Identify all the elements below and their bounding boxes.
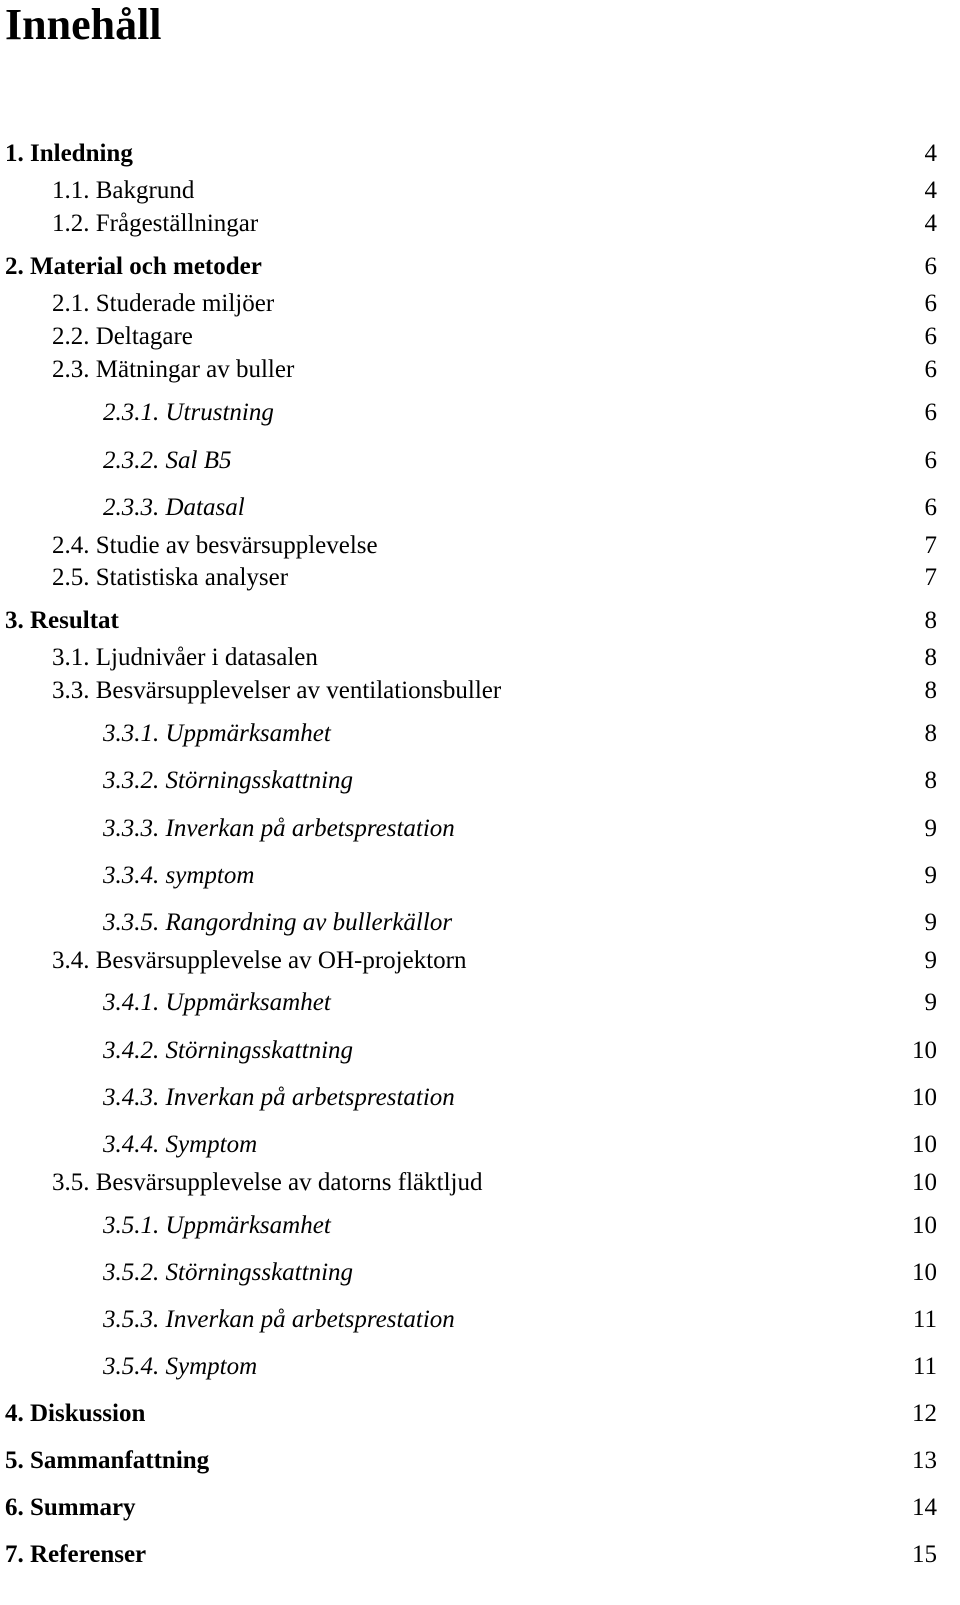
page-title: Innehåll (5, 0, 162, 49)
toc-entry-label: 2.2. Deltagare (52, 323, 193, 350)
toc-entry-page-number: 8 (924, 677, 937, 704)
toc-entry-label: 3.3.1. Uppmärksamhet (103, 720, 331, 747)
toc-entry[interactable] (0, 1444, 960, 1478)
toc-entry-label: 3.4.3. Inverkan på arbetsprestation (103, 1084, 455, 1111)
toc-entry[interactable] (0, 604, 960, 638)
toc-entry[interactable] (0, 1034, 960, 1068)
toc-entry-page-number: 10 (912, 1169, 937, 1196)
toc-entry[interactable] (0, 353, 960, 387)
toc-entry-page-number: 15 (912, 1541, 937, 1568)
toc-entry-page-number: 9 (924, 815, 937, 842)
toc-entry[interactable] (0, 1209, 960, 1243)
toc-entry-page-number: 7 (924, 564, 937, 591)
toc-entry-page-number: 9 (924, 947, 937, 974)
toc-entry-label: 1.2. Frågeställningar (52, 210, 259, 237)
toc-entry-page-number: 10 (912, 1084, 937, 1111)
toc-entry[interactable] (0, 1303, 960, 1337)
toc-entry[interactable] (0, 906, 960, 940)
toc-entry-page-number: 4 (924, 210, 937, 237)
toc-entry[interactable] (0, 674, 960, 708)
toc-entry[interactable] (0, 1350, 960, 1384)
toc-entry-page-number: 6 (924, 399, 937, 426)
toc-entry[interactable] (0, 444, 960, 478)
toc-entry-page-number: 10 (912, 1131, 937, 1158)
toc-entry-label: 1.1. Bakgrund (52, 177, 195, 204)
toc-entry-label: 3. Resultat (5, 607, 119, 634)
toc-entry-label: 3.3.2. Störningsskattning (103, 767, 354, 794)
toc-entry[interactable] (0, 491, 960, 525)
toc-entry-page-number: 12 (912, 1400, 937, 1427)
toc-entry-label: 1. Inledning (5, 140, 133, 167)
toc-entry[interactable] (0, 1166, 960, 1200)
toc-entry-label: 2.5. Statistiska analyser (52, 564, 289, 591)
toc-entry-page-number: 6 (924, 447, 937, 474)
toc-entry-page-number: 9 (924, 909, 937, 936)
toc-entry-label: 5. Sammanfattning (5, 1447, 210, 1474)
toc-entry[interactable] (0, 207, 960, 241)
toc-entry-label: 3.4.2. Störningsskattning (103, 1037, 354, 1064)
toc-entry[interactable] (0, 859, 960, 893)
toc-entry-page-number: 4 (924, 177, 937, 204)
toc-entry-page-number: 11 (912, 1306, 937, 1333)
toc-entry-page-number: 10 (912, 1037, 937, 1064)
toc-entry-page-number: 10 (912, 1212, 937, 1239)
toc-entry[interactable] (0, 764, 960, 798)
toc-entry-label: 2.4. Studie av besvärsupplevelse (52, 532, 378, 559)
toc-entry[interactable] (0, 812, 960, 846)
toc-entry-page-number: 6 (924, 253, 937, 280)
toc-entry-label: 6. Summary (5, 1494, 136, 1521)
toc-entry-page-number: 6 (924, 290, 937, 317)
toc-entry-label: 2.3.1. Utrustning (103, 399, 274, 426)
toc-entry-page-number: 6 (924, 356, 937, 383)
toc-entry-label: 3.5.3. Inverkan på arbetsprestation (103, 1306, 455, 1333)
toc-entry[interactable] (0, 250, 960, 284)
toc-entry-label: 3.1. Ljudnivåer i datasalen (52, 644, 318, 671)
toc-entry-label: 3.3. Besvärsupplevelser av ventilationsbuller (52, 677, 502, 704)
toc-entry-label: 2. Material och metoder (5, 253, 262, 280)
toc-entry-page-number: 7 (924, 532, 937, 559)
toc-entry-page-number: 9 (924, 989, 937, 1016)
toc-entry-page-number: 6 (924, 323, 937, 350)
toc-entry[interactable] (0, 641, 960, 675)
toc-entry-page-number: 11 (912, 1353, 937, 1380)
toc-entry[interactable] (0, 320, 960, 354)
toc-entry-label: 3.5.4. Symptom (103, 1353, 258, 1380)
toc-entry-page-number: 14 (912, 1494, 937, 1521)
toc-entry-page-number: 9 (924, 862, 937, 889)
toc-entry-page-number: 8 (924, 644, 937, 671)
toc-entry-label: 3.4.1. Uppmärksamhet (103, 989, 331, 1016)
toc-entry-label: 7. Referenser (5, 1541, 147, 1568)
toc-entry-label: 3.5. Besvärsupplevelse av datorns fläktljud (52, 1169, 483, 1196)
toc-entry-label: 3.5.1. Uppmärksamhet (103, 1212, 331, 1239)
toc-entry-label: 3.3.4. symptom (103, 862, 255, 889)
toc-entry[interactable] (0, 1128, 960, 1162)
toc-entry-page-number: 13 (912, 1447, 937, 1474)
toc-entry[interactable] (0, 529, 960, 563)
toc-entry-page-number: 4 (924, 140, 937, 167)
toc-entry[interactable] (0, 1538, 960, 1572)
toc-entry[interactable] (0, 986, 960, 1020)
toc-entry-label: 2.3.3. Datasal (103, 494, 245, 521)
toc-entry[interactable] (0, 944, 960, 978)
toc-entry-label: 3.4.4. Symptom (103, 1131, 258, 1158)
toc-entry-label: 3.3.5. Rangordning av bullerkällor (103, 909, 453, 936)
toc-entry-page-number: 8 (924, 720, 937, 747)
toc-entry-label: 2.1. Studerade miljöer (52, 290, 275, 317)
toc-entry-label: 2.3. Mätningar av buller (52, 356, 295, 383)
toc-entry-label: 2.3.2. Sal B5 (103, 447, 232, 474)
toc-entry-page-number: 10 (912, 1259, 937, 1286)
toc-entry-label: 3.4. Besvärsupplevelse av OH-projektorn (52, 947, 467, 974)
toc-entry-page-number: 8 (924, 607, 937, 634)
toc-entry[interactable] (0, 1397, 960, 1431)
toc-entry[interactable] (0, 174, 960, 208)
toc-entry[interactable] (0, 717, 960, 751)
toc-entry-page-number: 8 (924, 767, 937, 794)
toc-entry[interactable] (0, 1256, 960, 1290)
toc-entry[interactable] (0, 1081, 960, 1115)
toc-entry-label: 4. Diskussion (5, 1400, 146, 1427)
toc-entry[interactable] (0, 561, 960, 595)
toc-entry[interactable] (0, 396, 960, 430)
toc-entry[interactable] (0, 137, 960, 171)
toc-entry[interactable] (0, 1491, 960, 1525)
toc-entry[interactable] (0, 287, 960, 321)
toc-entry-label: 3.3.3. Inverkan på arbetsprestation (103, 815, 455, 842)
toc-entry-page-number: 6 (924, 494, 937, 521)
toc-entry-label: 3.5.2. Störningsskattning (103, 1259, 354, 1286)
